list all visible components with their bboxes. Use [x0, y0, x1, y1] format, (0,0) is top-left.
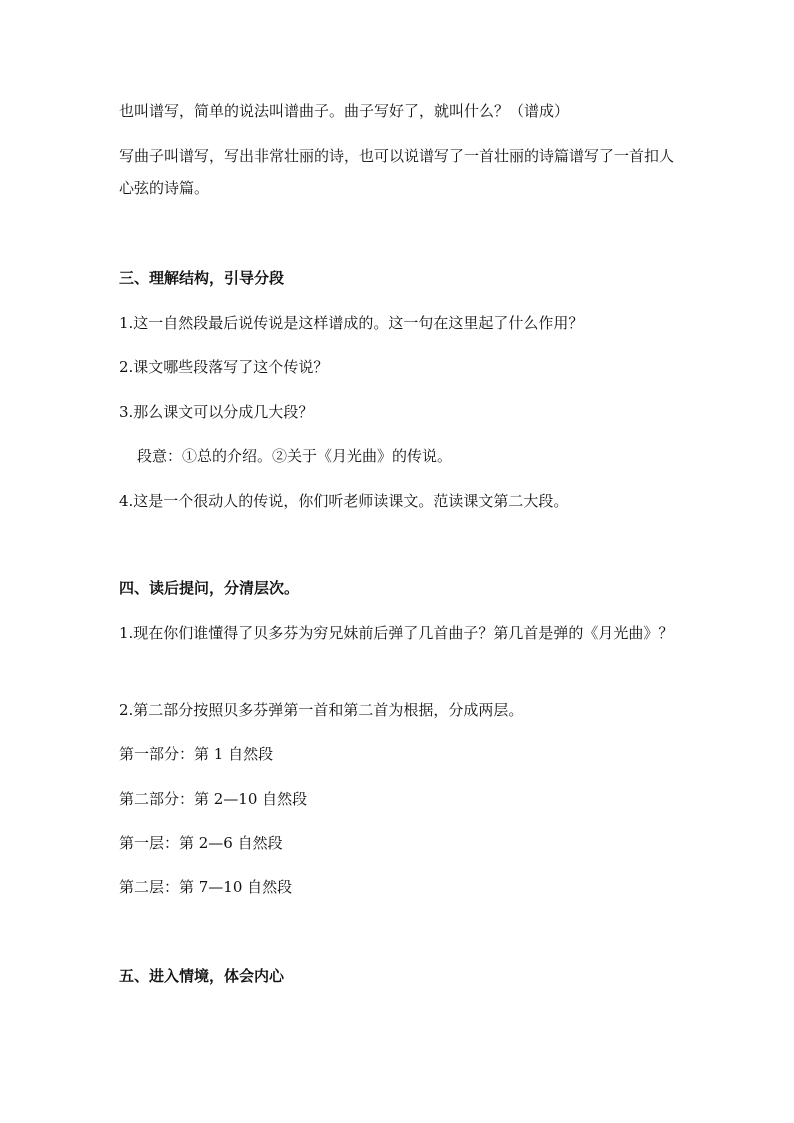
section-3-paragraph-meaning: 段意：①总的介绍。②关于《月光曲》的传说。 [137, 447, 453, 465]
section-4-question-1: 1.现在你们谁懂得了贝多芬为穷兄妹前后弹了几首曲子？第几首是弹的《月光曲》？ [119, 624, 674, 642]
section-3-question-3: 3.那么课文可以分成几大段？ [119, 403, 314, 421]
section-4-heading: 四、读后提问，分清层次。 [119, 579, 300, 597]
section-3-heading: 三、理解结构，引导分段 [119, 269, 285, 287]
section-4-part-1: 第一部分：第 1 自然段 [119, 745, 274, 763]
intro-paragraph-2: 写曲子叫谱写，写出非常壮丽的诗，也可以说谱写了一首壮丽的诗篇谱写了一首扣人心弦的诗篇。 [119, 147, 675, 197]
section-4-layer-2: 第二层：第 7—10 自然段 [119, 878, 293, 896]
section-3-question-1: 1.这一自然段最后说传说是这样谱成的。这一句在这里起了什么作用？ [119, 314, 584, 332]
section-3-question-2: 2.课文哪些段落写了这个传说？ [119, 358, 329, 376]
section-4-part-2: 第二部分：第 2—10 自然段 [119, 790, 308, 808]
intro-paragraph-1: 也叫谱写，简单的说法叫谱曲子。曲子写好了，就叫什么？（谱成） [119, 102, 570, 120]
section-3-question-4: 4.这是一个很动人的传说，你们听老师读课文。范读课文第二大段。 [119, 492, 569, 510]
section-5-heading: 五、进入情境，体会内心 [119, 967, 285, 985]
section-4-layer-1: 第一层：第 2—6 自然段 [119, 834, 283, 852]
section-4-question-2: 2.第二部分按照贝多芬弹第一首和第二首为根据，分成两层。 [119, 701, 524, 719]
